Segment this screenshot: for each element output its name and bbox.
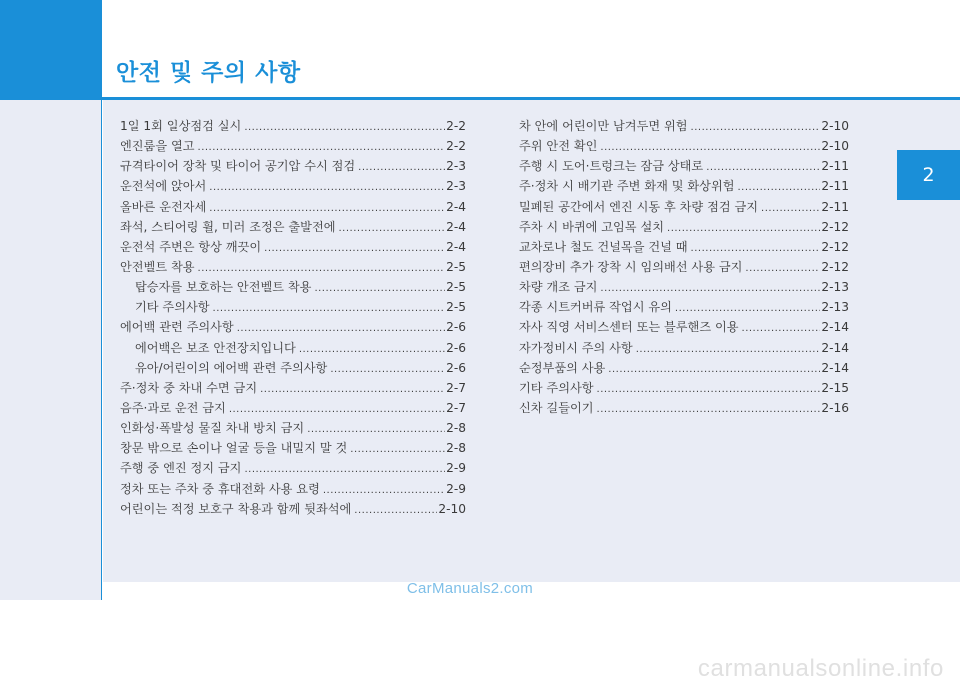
dot-leader [608, 360, 820, 380]
toc-entry[interactable] [120, 499, 466, 519]
toc-entry[interactable] [519, 378, 849, 398]
dot-leader [691, 239, 821, 259]
toc-entry-label: 엔진룸을 열고 [120, 139, 195, 154]
toc-entry-label: 유아/어린이의 에어백 관련 주의사항 [135, 360, 328, 375]
toc-entry-page: 2-2 [446, 139, 466, 154]
toc-entry-label: 자가정비시 주의 사항 [519, 340, 633, 355]
toc-entry-page: 2-11 [821, 159, 849, 174]
toc-entry[interactable] [519, 237, 849, 257]
toc-entry-page: 2-3 [446, 159, 466, 174]
toc-entry-label: 인화성·폭발성 물질 차내 방치 금지 [120, 421, 305, 436]
toc-entry[interactable] [519, 257, 849, 277]
toc-entry-page: 2-4 [446, 239, 466, 254]
toc-entry-page: 2-10 [821, 119, 849, 133]
dot-leader [761, 199, 820, 219]
toc-entry-page: 2-6 [446, 340, 466, 355]
toc-entry-page: 2-9 [446, 461, 466, 476]
dot-leader [260, 380, 445, 400]
toc-entry-page: 2-13 [821, 300, 849, 315]
toc-entry-label: 규격타이어 장착 및 타이어 공기압 수시 점검 [120, 159, 356, 174]
toc-entry[interactable] [120, 458, 466, 478]
dot-leader [600, 279, 820, 299]
toc-entry[interactable] [120, 358, 466, 378]
toc-entry-page: 2-4 [446, 199, 466, 214]
toc-entry-page: 2-3 [446, 179, 466, 194]
toc-entry[interactable] [519, 297, 849, 317]
toc-entry-page: 2-7 [446, 380, 466, 395]
toc-entry[interactable] [519, 277, 849, 297]
chapter-tab[interactable]: 2 [897, 150, 960, 200]
dot-leader [738, 178, 821, 198]
toc-entry[interactable] [120, 136, 466, 156]
toc-entry-label: 편의장비 추가 장착 시 임의배선 사용 금지 [519, 259, 743, 274]
toc-entry-label: 음주·과로 운전 금지 [120, 400, 226, 415]
toc-entry-label: 순정부품의 사용 [519, 360, 606, 375]
toc-entry-label: 주행 중 엔진 정지 금지 [120, 461, 242, 476]
toc-entry-label: 차 안에 어린이만 남겨두면 위험 [519, 119, 688, 133]
dot-leader [323, 481, 445, 501]
dot-leader [229, 400, 445, 420]
toc-entry[interactable] [120, 297, 466, 317]
toc-entry-page: 2-11 [821, 199, 849, 214]
watermark: CarManuals2.com [406, 580, 534, 597]
toc-entry-label: 창문 밖으로 손이나 얼굴 등을 내밀지 말 것 [120, 441, 348, 456]
toc-entry-label: 정차 또는 주차 중 휴대전화 사용 요령 [120, 481, 320, 496]
toc-entry-page: 2-5 [446, 280, 466, 295]
toc-entry[interactable] [519, 176, 849, 196]
dot-leader [742, 319, 821, 339]
toc-entry-page: 2-15 [821, 380, 849, 395]
dot-leader [358, 158, 445, 178]
toc-entry-page: 2-2 [446, 119, 466, 133]
dot-leader [244, 460, 445, 480]
toc-entry-label: 기타 주의사항 [135, 300, 210, 315]
toc-entry-page: 2-5 [446, 300, 466, 315]
toc-entry-label: 자사 직영 서비스센터 또는 블루핸즈 이용 [519, 320, 739, 335]
dot-leader [244, 118, 445, 138]
toc-entry-label: 탑승자를 보호하는 안전벨트 착용 [135, 280, 312, 295]
toc-column-right [519, 116, 849, 418]
dot-leader [745, 259, 820, 279]
toc-entry-page: 2-10 [821, 139, 849, 154]
toc-entry[interactable] [120, 398, 466, 418]
toc-entry-page: 2-6 [446, 360, 466, 375]
toc-entry-label: 1일 1회 일상점검 실시 [120, 119, 242, 133]
toc-entry-label: 좌석, 스티어링 휠, 미러 조정은 출발전에 [120, 219, 336, 234]
toc-entry[interactable] [120, 217, 466, 237]
toc-entry-label: 주위 안전 확인 [519, 139, 598, 154]
dot-leader [330, 360, 445, 380]
toc-entry-page: 2-7 [446, 400, 466, 415]
left-vertical-rule [101, 100, 102, 600]
toc-entry[interactable] [519, 116, 849, 136]
dot-leader [675, 299, 820, 319]
toc-entry[interactable] [120, 277, 466, 297]
toc-entry-page: 2-9 [446, 481, 466, 496]
toc-entry-label: 교차로나 철도 건널목을 건널 때 [519, 239, 688, 254]
toc-entry[interactable] [120, 237, 466, 257]
dot-leader [307, 420, 445, 440]
toc-entry[interactable] [519, 156, 849, 176]
dot-leader [354, 501, 437, 521]
left-margin-band [0, 0, 102, 600]
toc-entry-label: 올바른 운전자세 [120, 199, 207, 214]
toc-entry-label: 밀폐된 공간에서 엔진 시동 후 차량 점검 금지 [519, 199, 759, 214]
toc-entry-label: 신차 길들이기 [519, 400, 594, 415]
toc-entry-page: 2-13 [821, 280, 849, 295]
dot-leader [209, 199, 445, 219]
toc-entry-page: 2-5 [446, 259, 466, 274]
toc-entry[interactable] [120, 338, 466, 358]
dot-leader [597, 400, 821, 420]
dot-leader [237, 319, 445, 339]
toc-entry[interactable] [519, 398, 849, 418]
toc-entry-page: 2-14 [821, 320, 849, 335]
toc-entry-label: 주·정차 시 배기관 주변 화재 및 화상위험 [519, 179, 735, 194]
dot-leader [314, 279, 445, 299]
dot-leader [597, 380, 821, 400]
toc-entry-label: 에어백은 보조 안전장치입니다 [135, 340, 296, 355]
toc-entry[interactable] [519, 217, 849, 237]
toc-entry[interactable] [120, 378, 466, 398]
toc-entry-label: 주차 시 바퀴에 고임목 설치 [519, 219, 665, 234]
toc-entry[interactable] [120, 176, 466, 196]
toc-entry[interactable] [120, 156, 466, 176]
toc-entry[interactable] [120, 257, 466, 277]
toc-entry[interactable] [120, 317, 466, 337]
page-title: 안전 및 주의 사항 [116, 60, 301, 86]
bottom-watermark: carmanualsonline.info [697, 655, 944, 682]
toc-entry-page: 2-14 [821, 340, 849, 355]
toc-entry-page: 2-11 [821, 179, 849, 194]
toc-entry-page: 2-12 [821, 259, 849, 274]
toc-entry-label: 운전석 주변은 항상 깨끗이 [120, 239, 262, 254]
toc-entry-label: 안전벨트 착용 [120, 259, 195, 274]
toc-entry-page: 2-8 [446, 421, 466, 436]
toc-entry[interactable] [120, 197, 466, 217]
toc-entry-label: 기타 주의사항 [519, 380, 594, 395]
toc-entry-page: 2-8 [446, 441, 466, 456]
toc-entry-label: 어린이는 적정 보호구 착용과 함께 뒷좌석에 [120, 501, 352, 516]
toc-entry-page: 2-10 [438, 501, 466, 516]
toc-entry[interactable] [120, 479, 466, 499]
toc-entry[interactable] [519, 338, 849, 358]
toc-entry-page: 2-12 [821, 239, 849, 254]
toc-column-left [120, 116, 466, 519]
toc-entry-label: 운전석에 앉아서 [120, 179, 207, 194]
toc-entry[interactable] [519, 358, 849, 378]
dot-leader [600, 138, 820, 158]
toc-entry-page: 2-16 [821, 400, 849, 415]
toc-entry[interactable] [120, 418, 466, 438]
dot-leader [198, 138, 446, 158]
dot-leader [209, 178, 445, 198]
toc-entry-page: 2-4 [446, 219, 466, 234]
dot-leader [706, 158, 820, 178]
page-header [102, 0, 960, 100]
toc-entry[interactable] [519, 317, 849, 337]
dot-leader [198, 259, 446, 279]
corner-accent [0, 0, 102, 100]
dot-leader [667, 219, 820, 239]
toc-entry[interactable] [519, 136, 849, 156]
toc-entry[interactable] [519, 197, 849, 217]
dot-leader [691, 118, 821, 138]
toc-entry-label: 차량 개조 금지 [519, 280, 598, 295]
dot-leader [213, 299, 446, 319]
dot-leader [636, 340, 821, 360]
toc-entry-page: 2-6 [446, 320, 466, 335]
dot-leader [299, 340, 445, 360]
toc-entry-page: 2-12 [821, 219, 849, 234]
toc-entry-label: 주·정차 중 차내 수면 금지 [120, 380, 258, 395]
toc-entry[interactable] [120, 438, 466, 458]
toc-entry-label: 에어백 관련 주의사항 [120, 320, 234, 335]
toc-entry-label: 각종 시트커버류 작업시 유의 [519, 300, 672, 315]
dot-leader [339, 219, 446, 239]
toc-entry-page: 2-14 [821, 360, 849, 375]
toc-entry[interactable] [120, 116, 466, 136]
dot-leader [264, 239, 445, 259]
toc-entry-label: 주행 시 도어·트렁크는 잠금 상태로 [519, 159, 704, 174]
dot-leader [350, 440, 445, 460]
